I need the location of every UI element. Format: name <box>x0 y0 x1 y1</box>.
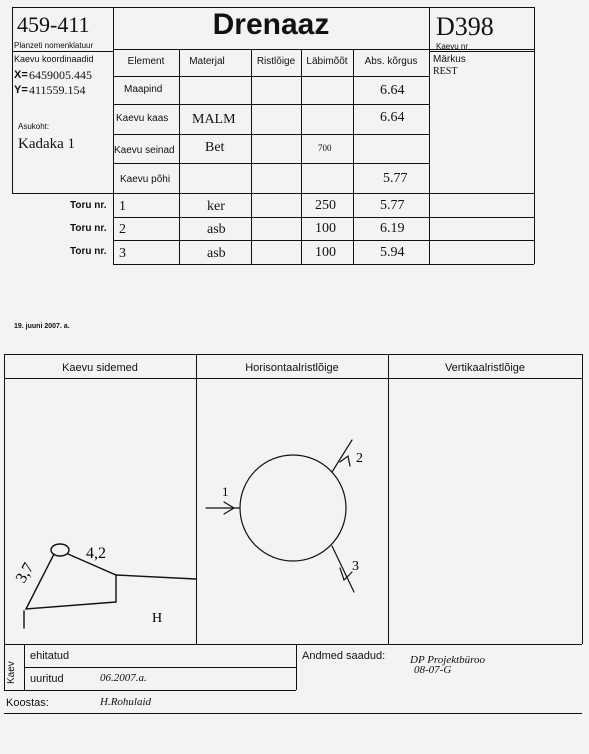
cell-diameter: 700 <box>318 143 332 153</box>
cell-elevation: 6.64 <box>380 110 405 125</box>
coord-y-value: 411559.154 <box>29 83 86 97</box>
cell-element: Kaevu seinad <box>114 145 175 156</box>
well-caption: Kaevu nr <box>436 42 469 51</box>
surveyed-label: uuritud <box>30 673 64 685</box>
source-value-2: 08-07-G <box>414 664 452 676</box>
tie-line-a <box>26 554 116 609</box>
coord-x-value: 6459005.445 <box>29 68 92 82</box>
source-value-1: DP Projektbüroo <box>410 654 486 666</box>
pipe-material: asb <box>207 246 226 261</box>
col-horizontal-section: Horisontaalristlõige <box>245 362 339 374</box>
horizontal-section-sketch <box>196 378 388 644</box>
author-label: Koostas: <box>6 697 49 709</box>
location-value: Kadaka 1 <box>18 136 76 152</box>
house-label: H <box>152 611 163 626</box>
pipe-label: Toru nr. <box>70 246 107 257</box>
col-vertical-section: Vertikaalristlõige <box>444 362 526 374</box>
built-label: ehitatud <box>30 650 70 662</box>
pipe-label: Toru nr. <box>70 200 107 211</box>
pipe-3-line <box>332 546 354 592</box>
col-diameter: Läbimõõt <box>306 56 348 67</box>
pipe-material: asb <box>207 222 226 237</box>
pipe-diameter: 100 <box>315 245 336 260</box>
pipe-number: 1 <box>119 199 126 214</box>
pipe-number: 3 <box>119 246 126 261</box>
col-elevation: Abs. kõrgus <box>364 56 418 67</box>
pipe-1-label: 1 <box>222 484 229 499</box>
sheet-code: 459-411 <box>17 12 90 37</box>
pipe-number: 2 <box>119 222 126 237</box>
col-material: Materjal <box>189 56 225 67</box>
page-title: Drenaaz <box>212 8 330 41</box>
source-label: Andmed saadud: <box>302 650 386 662</box>
pipe-diameter: 100 <box>315 221 336 236</box>
coord-y-label: Y= <box>14 84 28 96</box>
note-value: REST <box>433 66 458 77</box>
coords-label: Kaevu koordinaadid <box>14 54 94 64</box>
cell-material: MALM <box>192 112 236 127</box>
cell-element: Kaevu põhi <box>120 174 171 185</box>
location-label: Asukoht: <box>18 122 50 131</box>
pipe-3-label: 3 <box>352 559 359 574</box>
tie-label-b: 4,2 <box>86 545 106 562</box>
coord-x-label: X= <box>14 69 28 81</box>
col-element: Element <box>127 56 165 67</box>
pipe-label: Toru nr. <box>70 223 107 234</box>
col-section: Ristlõige <box>256 56 296 67</box>
surveyed-value: 06.2007.a. <box>100 672 147 684</box>
cell-elevation: 5.77 <box>383 171 408 186</box>
col-well-ties: Kaevu sidemed <box>62 362 138 374</box>
tie-label-a: 3,7 <box>12 560 38 586</box>
author-value: H.Rohulaid <box>100 696 152 708</box>
sheet-caption: Planzeti nomenklatuur <box>14 41 94 50</box>
pipe-diameter: 250 <box>315 198 336 213</box>
cell-element: Maapind <box>124 84 163 95</box>
pipe-elevation: 5.77 <box>380 198 405 213</box>
well-side-label: Kaev <box>6 661 17 684</box>
pipe-2-label: 2 <box>356 451 363 466</box>
pipe-elevation: 6.19 <box>380 221 405 236</box>
cell-element: Kaevu kaas <box>116 113 169 124</box>
well-id: D398 <box>436 12 494 41</box>
well-circle <box>240 455 346 561</box>
cell-elevation: 6.64 <box>380 83 405 98</box>
pipe-elevation: 5.94 <box>380 245 405 260</box>
pipe-material: ker <box>207 199 225 214</box>
col-note: Märkus <box>433 54 466 65</box>
cell-material: Bet <box>205 140 225 155</box>
well-ties-sketch <box>4 378 196 644</box>
date-stamp: 19. juuni 2007. a. <box>14 323 70 330</box>
pipe-2-line <box>332 440 352 472</box>
